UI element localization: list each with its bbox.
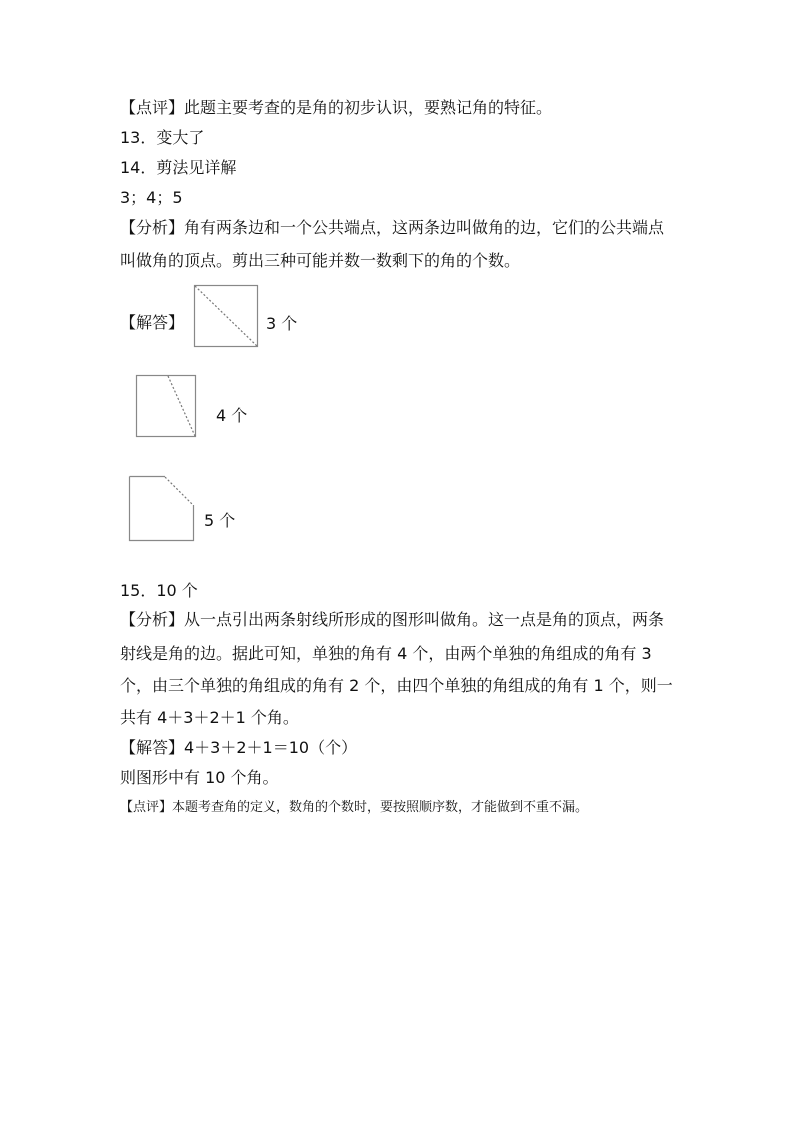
answer-14: 14．剪法见详解 xyxy=(120,158,237,177)
conclusion-15: 则图形中有 10 个角。 xyxy=(120,768,279,787)
cut-figure-3-svg xyxy=(129,476,194,541)
fig2-count: 4 个 xyxy=(216,406,248,425)
fig3-count: 5 个 xyxy=(204,511,236,530)
analysis-15-line-2: 射线是角的边。据此可知，单独的角有 4 个，由两个单独的角组成的角有 3 xyxy=(120,644,652,663)
square-outline xyxy=(137,376,196,437)
solution-15: 【解答】4＋3＋2＋1＝10（个） xyxy=(120,738,358,757)
analysis-15-line-3: 个，由三个单独的角组成的角有 2 个，由四个单独的角组成的角有 1 个，则一 xyxy=(120,676,673,695)
cut-figure-3 xyxy=(129,476,194,541)
answer-14-values: 3；4；5 xyxy=(120,188,183,207)
cut-figure-2 xyxy=(136,375,196,437)
analysis-15-line-4: 共有 4＋3＋2＋1 个角。 xyxy=(120,708,299,727)
analysis-15-line-1: 【分析】从一点引出两条射线所形成的图形叫做角。这一点是角的顶点，两条 xyxy=(120,610,665,629)
analysis-line-2: 叫做角的顶点。剪出三种可能并数一数剩下的角的个数。 xyxy=(120,251,521,270)
fig1-count: 3 个 xyxy=(266,314,298,333)
cut-line xyxy=(195,286,257,346)
cut-figure-1-svg xyxy=(194,285,258,347)
remaining-edges xyxy=(130,477,194,541)
analysis-line-1: 【分析】角有两条边和一个公共端点，这两条边叫做角的边，它们的公共端点 xyxy=(120,218,665,237)
answer-13: 13．变大了 xyxy=(120,128,205,147)
cut-figure-1 xyxy=(194,285,258,347)
cut-figure-2-svg xyxy=(136,375,196,437)
solution-label: 【解答】 xyxy=(120,313,185,332)
comment-line: 【点评】此题主要考查的是角的初步认识，要熟记角的特征。 xyxy=(120,98,553,117)
cut-line xyxy=(165,477,193,505)
comment-15: 【点评】本题考查角的定义，数角的个数时，要按照顺序数，才能做到不重不漏。 xyxy=(120,800,589,815)
cut-line xyxy=(168,376,195,436)
answer-15: 15．10 个 xyxy=(120,581,198,600)
